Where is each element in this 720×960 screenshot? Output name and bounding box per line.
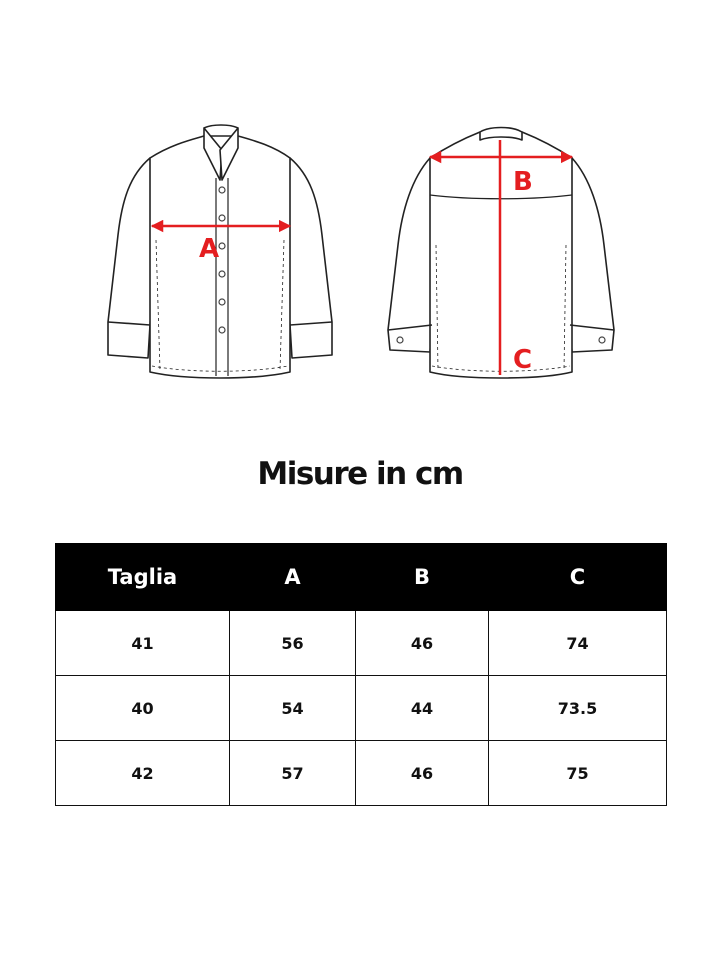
table-row bbox=[56, 741, 667, 806]
cell-a: 57 bbox=[230, 741, 356, 806]
measure-a-label: A bbox=[199, 234, 220, 264]
table-row bbox=[56, 676, 667, 741]
cell-a: 54 bbox=[230, 676, 356, 741]
header-c: C bbox=[489, 544, 667, 611]
page-title: Misure in cm bbox=[257, 456, 463, 492]
table-header-row bbox=[56, 544, 667, 611]
cell-b: 46 bbox=[356, 611, 489, 676]
cell-taglia: 42 bbox=[56, 741, 230, 806]
header-a: A bbox=[230, 544, 356, 611]
cell-c: 73.5 bbox=[489, 676, 667, 741]
front-shirt-drawing bbox=[108, 125, 332, 378]
cell-b: 46 bbox=[356, 741, 489, 806]
measure-c-label: C bbox=[513, 345, 533, 375]
cell-taglia: 41 bbox=[56, 611, 230, 676]
cell-c: 74 bbox=[489, 611, 667, 676]
cell-a: 56 bbox=[230, 611, 356, 676]
header-b: B bbox=[356, 544, 489, 611]
shirt-illustration bbox=[0, 0, 720, 420]
header-taglia: Taglia bbox=[56, 544, 230, 611]
measure-b-label: B bbox=[513, 167, 533, 197]
table-row bbox=[56, 611, 667, 676]
cell-c: 75 bbox=[489, 741, 667, 806]
cell-taglia: 40 bbox=[56, 676, 230, 741]
cell-b: 44 bbox=[356, 676, 489, 741]
size-table bbox=[55, 543, 667, 806]
